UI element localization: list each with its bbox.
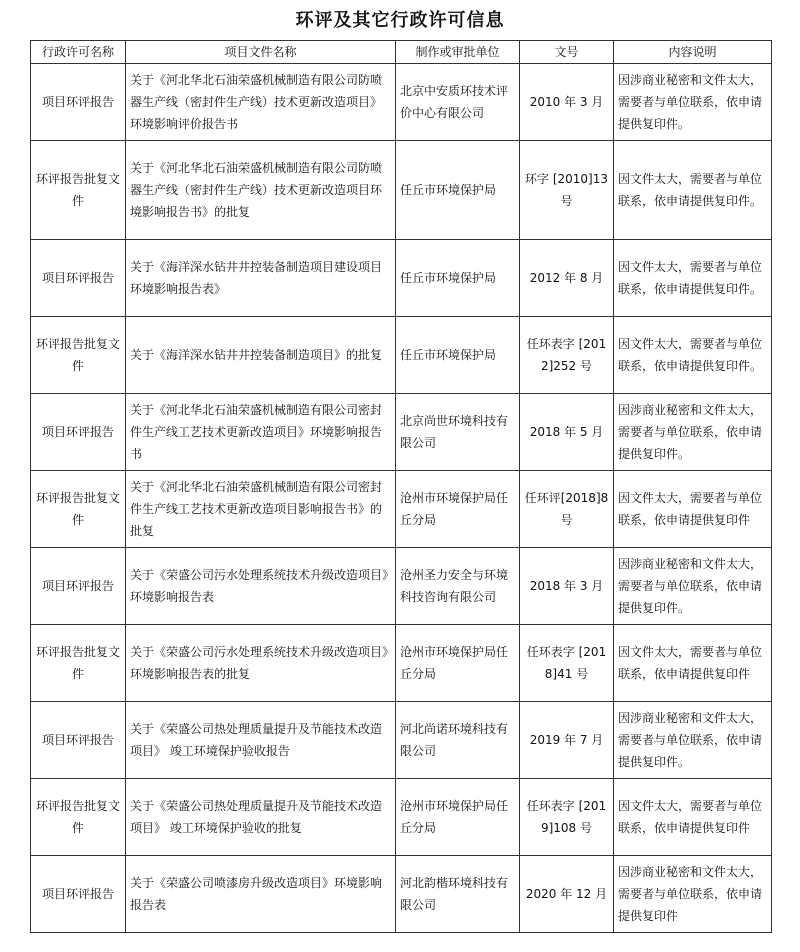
table-row xyxy=(31,702,772,779)
permit-type: 项目环评报告 xyxy=(31,548,126,625)
file-name: 关于《河北华北石油荣盛机械制造有限公司密封件生产线工艺技术更新改造项目影响报告书》的批复 xyxy=(126,471,396,548)
permit-type: 项目环评报告 xyxy=(31,240,126,317)
description: 因文件太大，需要者与单位联系，依申请提供复印件。 xyxy=(614,317,772,394)
approval-unit: 沧州市环境保护局任丘分局 xyxy=(396,471,520,548)
doc-number: 2018 年 3 月 xyxy=(520,548,614,625)
header-permit-name: 行政许可名称 xyxy=(31,41,126,64)
description: 因涉商业秘密和文件太大，需要者与单位联系，依申请提供复印件。 xyxy=(614,548,772,625)
header-description: 内容说明 xyxy=(614,41,772,64)
doc-number: 环字 [2010]13 号 xyxy=(520,141,614,240)
header-unit: 制作或审批单位 xyxy=(396,41,520,64)
doc-number: 任环评[2018]8 号 xyxy=(520,471,614,548)
approval-unit: 沧州圣力安全与环境科技咨询有限公司 xyxy=(396,548,520,625)
doc-number: 2010 年 3 月 xyxy=(520,64,614,141)
approval-unit: 河北韵楷环境科技有限公司 xyxy=(396,856,520,933)
approval-unit: 北京尚世环境科技有限公司 xyxy=(396,394,520,471)
table-row xyxy=(31,548,772,625)
table-row xyxy=(31,625,772,702)
description: 因文件太大，需要者与单位联系，依申请提供复印件。 xyxy=(614,240,772,317)
file-name: 关于《荣盛公司污水处理系统技术升级改造项目》环境影响报告表的批复 xyxy=(126,625,396,702)
doc-number: 任环表字 [2012]252 号 xyxy=(520,317,614,394)
description: 因文件太大，需要者与单位联系，依申请提供复印件。 xyxy=(614,141,772,240)
description: 因涉商业秘密和文件太大，需要者与单位联系，依申请提供复印件。 xyxy=(614,702,772,779)
approval-unit: 河北尚诺环境科技有限公司 xyxy=(396,702,520,779)
doc-number: 2012 年 8 月 xyxy=(520,240,614,317)
table-row xyxy=(31,317,772,394)
approval-unit: 任丘市环境保护局 xyxy=(396,317,520,394)
table-row xyxy=(31,779,772,856)
description: 因涉商业秘密和文件太大，需要者与单位联系，依申请提供复印件。 xyxy=(614,394,772,471)
permit-type: 项目环评报告 xyxy=(31,856,126,933)
table-row xyxy=(31,394,772,471)
doc-number: 任环表字 [2019]108 号 xyxy=(520,779,614,856)
permit-type: 环评报告批复文件 xyxy=(31,471,126,548)
table-row xyxy=(31,856,772,933)
page-title: 环评及其它行政许可信息 xyxy=(295,10,505,31)
permit-type: 环评报告批复文件 xyxy=(31,625,126,702)
permit-type: 环评报告批复文件 xyxy=(31,317,126,394)
file-name: 关于《河北华北石油荣盛机械制造有限公司密封件生产线工艺技术更新改造项目》环境影响报告书 xyxy=(126,394,396,471)
permit-type: 项目环评报告 xyxy=(31,394,126,471)
table-row xyxy=(31,240,772,317)
file-name: 关于《海洋深水钻井井控装备制造项目建设项目环境影响报告表》 xyxy=(126,240,396,317)
description: 因涉商业秘密和文件太大，需要者与单位联系，依申请提供复印件 xyxy=(614,856,772,933)
description: 因文件太大，需要者与单位联系，依申请提供复印件 xyxy=(614,779,772,856)
approval-unit: 任丘市环境保护局 xyxy=(396,141,520,240)
approval-unit: 任丘市环境保护局 xyxy=(396,240,520,317)
description: 因文件太大，需要者与单位联系，依申请提供复印件 xyxy=(614,625,772,702)
file-name: 关于《荣盛公司喷漆房升级改造项目》环境影响报告表 xyxy=(126,856,396,933)
doc-number: 任环表字 [2018]41 号 xyxy=(520,625,614,702)
file-name: 关于《河北华北石油荣盛机械制造有限公司防喷器生产线（密封件生产线）技术更新改造项目》环境影响评价报告书 xyxy=(126,64,396,141)
approval-unit: 沧州市环境保护局任丘分局 xyxy=(396,625,520,702)
description: 因涉商业秘密和文件太大，需要者与单位联系，依申请提供复印件。 xyxy=(614,64,772,141)
approval-unit: 沧州市环境保护局任丘分局 xyxy=(396,779,520,856)
description: 因文件太大，需要者与单位联系，依申请提供复印件 xyxy=(614,471,772,548)
doc-number: 2019 年 7 月 xyxy=(520,702,614,779)
permit-type: 环评报告批复文件 xyxy=(31,779,126,856)
file-name: 关于《荣盛公司热处理质量提升及节能技术改造项目》 竣工环境保护验收报告 xyxy=(126,702,396,779)
doc-number: 2020 年 12 月 xyxy=(520,856,614,933)
file-name: 关于《河北华北石油荣盛机械制造有限公司防喷器生产线（密封件生产线）技术更新改造项目环境影响报告书》的批复 xyxy=(126,141,396,240)
table-row xyxy=(31,141,772,240)
table-row xyxy=(31,64,772,141)
permit-type: 项目环评报告 xyxy=(31,64,126,141)
table-header-row xyxy=(31,41,772,64)
permits-table xyxy=(30,40,772,933)
file-name: 关于《海洋深水钻井井控装备制造项目》的批复 xyxy=(126,317,396,394)
table-row xyxy=(31,471,772,548)
file-name: 关于《荣盛公司污水处理系统技术升级改造项目》环境影响报告表 xyxy=(126,548,396,625)
header-doc-number: 文号 xyxy=(520,41,614,64)
permit-type: 环评报告批复文件 xyxy=(31,141,126,240)
header-file-name: 项目文件名称 xyxy=(126,41,396,64)
approval-unit: 北京中安质环技术评价中心有限公司 xyxy=(396,64,520,141)
file-name: 关于《荣盛公司热处理质量提升及节能技术改造项目》 竣工环境保护验收的批复 xyxy=(126,779,396,856)
permit-type: 项目环评报告 xyxy=(31,702,126,779)
doc-number: 2018 年 5 月 xyxy=(520,394,614,471)
